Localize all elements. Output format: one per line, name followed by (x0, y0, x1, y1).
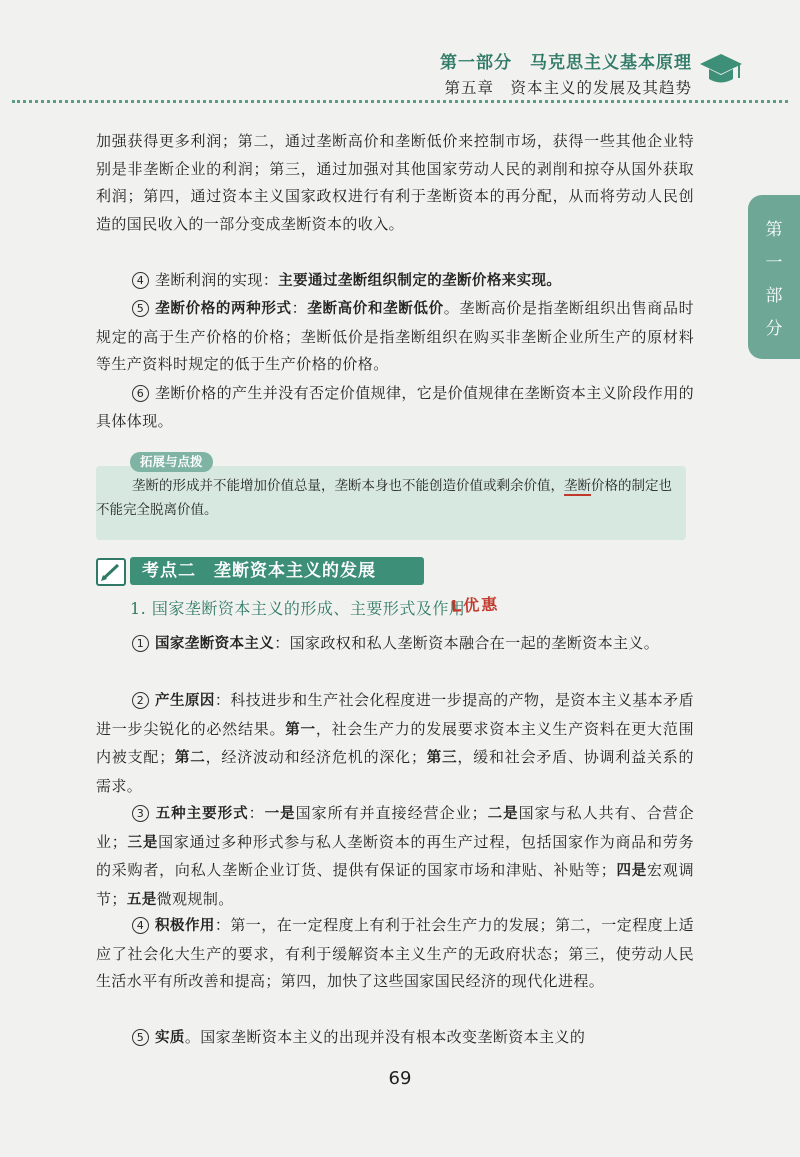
side-tab-char: 分 (765, 319, 783, 339)
s3-b5: 五是 (126, 891, 157, 908)
section-title: 考点二 垄断资本主义的发展 (130, 557, 424, 585)
s2-b2: 第二 (174, 750, 206, 766)
s3-b1: 一是 (264, 806, 296, 822)
item-5-colon: ： (291, 299, 308, 317)
extension-text-a: 垄断的形成并不能增加价值总量，垄断本身也不能创造价值或剩余价值， (132, 478, 564, 494)
circled-number: 3 (132, 805, 149, 822)
header-divider (12, 100, 788, 103)
s2-t2: ，经济波动和经济危机的深化； (205, 748, 427, 766)
s4 (96, 912, 694, 996)
item-4 (96, 267, 694, 296)
s2-text: ：科技进步和生产社会化程度进一步提高的产物，是资本主义基本矛盾进一步尖锐化的必然结果。 (96, 691, 694, 738)
s1-text: ：国家政权和私人垄断资本融合在一起的垄断资本主义。 (274, 634, 660, 652)
item-5-bold-a: 垄断价格的两种形式 (155, 301, 292, 317)
side-tab-char: 第 (765, 220, 783, 240)
circled-number: 5 (132, 1029, 149, 1046)
s3-b3: 三是 (127, 834, 159, 851)
header-part-title: 第一部分 马克思主义基本原理 (440, 53, 692, 73)
extension-underlined: 垄断 (564, 478, 591, 494)
graduation-cap-icon (698, 50, 744, 90)
item-6-text: 垄断价格的产生并没有否定价值规律，它是价值规律在垄断资本主义阶段作用的具体体现。 (96, 384, 695, 430)
s5-text: 。国家垄断资本主义的出现并没有根本改变垄断资本主义的 (184, 1028, 586, 1046)
s3 (96, 800, 694, 914)
intro-paragraph: 加强获得更多利润；第二，通过垄断高价和垄断低价来控制市场，获得一些其他企业特别是非垄断企业的利润；第三，通过加强对其他国家劳动人民的剥削和掠夺从国外获取利润；第四，通过资本主义国家政权进行有利于垄断资本的再分配，从而将劳动人民创造的国民收入的一部分变成垄断资本的收入。 (96, 132, 694, 233)
item-5-bold-b: 垄断高价和垄断低价 (307, 301, 444, 317)
circled-number: 5 (132, 300, 149, 317)
item-5 (96, 295, 694, 379)
side-tab-part-one (748, 195, 800, 359)
s2-t1: ，社会生产力的发展要求资本主义生产资料在更大范围内被支配； (96, 719, 694, 766)
s2 (96, 687, 694, 800)
s3-t1: 国家所有并直接经营企业； (295, 804, 487, 822)
circled-number: 1 (132, 635, 149, 652)
side-tab-char: 部 (765, 286, 783, 306)
red-stamp-mark: L优惠 (450, 594, 500, 616)
s5-bold: 实质 (155, 1030, 185, 1046)
s3-t4: 宏观调节； (96, 861, 694, 908)
s3-b2: 二是 (486, 806, 519, 822)
side-tab-char: 一 (765, 253, 783, 273)
item-4-text-b: 主要通过垄断组织制定的垄断价格来实现。 (278, 273, 562, 289)
s3-t5: 微观规制。 (156, 889, 234, 908)
item-6 (96, 380, 694, 435)
s3-bold: 五种主要形式 (155, 806, 249, 822)
extension-label: 拓展与点拨 (130, 452, 213, 472)
s4-text: ：第一，在一定程度上有利于社会生产力的发展；第二，一定程度上适应了社会化大生产的要求，有利于缓解资本主义生产的无政府状态；第三，使劳动人民生活水平有所改善和提高；第四，加快了这些国家国民经济的现代化进程。 (96, 916, 694, 990)
s5 (96, 1024, 694, 1053)
item-4-text-a: 垄断利润的实现 (155, 271, 263, 289)
page-number: 69 (388, 1068, 412, 1089)
circled-number: 2 (132, 692, 149, 709)
circled-number: 4 (132, 917, 149, 934)
s3-text0: ： (248, 804, 265, 822)
s3-t3: 国家通过多种形式参与私人垄断资本的再生产过程，包括国家作为商品和劳务的采购者，向私人垄断企业订货、提供有保证的国家市场和津贴、补贴等； (96, 832, 694, 879)
circled-number: 6 (132, 385, 149, 402)
s2-b1: 第一 (285, 721, 316, 738)
circled-number: 4 (132, 272, 149, 289)
header-chapter-title: 第五章 资本主义的发展及其趋势 (444, 79, 692, 97)
subheading: 1. 国家垄断资本主义的形成、主要形式及作用 (130, 599, 466, 618)
s3-b4: 四是 (616, 863, 648, 879)
item-5-text: 。垄断高价是指垄断组织出售商品时规定的高于生产价格的价格；垄断低价是指垄断组织在购买非垄断企业所生产的原材料等生产资料时规定的低于生产价格的价格。 (96, 299, 694, 373)
s1 (96, 630, 694, 659)
s1-bold: 国家垄断资本主义 (155, 636, 275, 652)
s2-b3: 第三 (426, 750, 458, 766)
extension-text-b: 价格的制定也不能完全脱离价值。 (96, 478, 672, 518)
extension-text (96, 474, 680, 522)
s3-t2: 国家与私人共有、合营企业； (96, 804, 694, 851)
item-4-colon: ： (262, 271, 279, 289)
pencil-icon (96, 558, 126, 586)
s2-bold: 产生原因 (155, 693, 215, 709)
s4-bold: 积极作用 (155, 918, 215, 934)
s2-t3: ，缓和社会矛盾、协调利益关系的需求。 (96, 748, 694, 795)
